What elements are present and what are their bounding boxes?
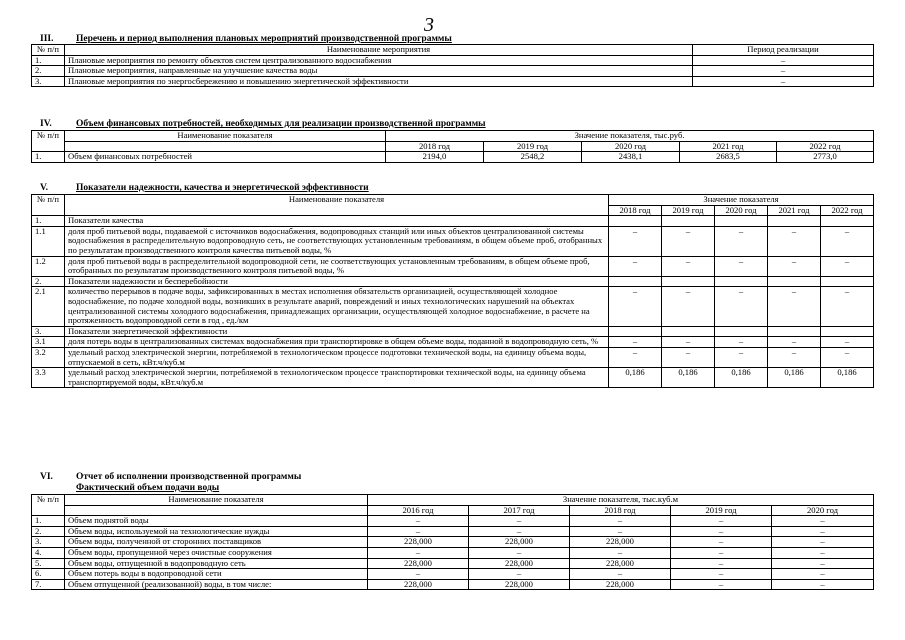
empty-cell bbox=[768, 326, 821, 337]
row-value: – bbox=[609, 226, 662, 256]
table-header-row bbox=[32, 495, 874, 506]
row-value: – bbox=[662, 287, 715, 326]
table-header-row bbox=[32, 195, 874, 206]
section-6-heading bbox=[40, 472, 301, 482]
table-row bbox=[32, 256, 874, 276]
header-year: 2018 год bbox=[386, 141, 484, 152]
row-no: 1. bbox=[32, 516, 65, 527]
header-year: 2017 год bbox=[469, 505, 570, 516]
row-name: Плановые мероприятия по ремонту объектов систем централизованного водоснабжения bbox=[65, 55, 693, 66]
header-no: № п/п bbox=[32, 195, 65, 216]
row-value: – bbox=[715, 347, 768, 367]
row-value: – bbox=[768, 337, 821, 348]
section-5-number: V. bbox=[40, 183, 49, 193]
header-year: 2019 год bbox=[484, 141, 582, 152]
section-3-heading bbox=[40, 34, 452, 44]
row-value: 2548,2 bbox=[484, 152, 582, 163]
row-value: 2773,0 bbox=[777, 152, 874, 163]
row-no: 3. bbox=[32, 76, 65, 87]
water-supply-report-table bbox=[31, 494, 874, 590]
empty-cell bbox=[821, 276, 874, 287]
section-4-number: IV. bbox=[40, 119, 52, 129]
header-blank bbox=[65, 141, 386, 152]
table-row bbox=[32, 516, 874, 527]
header-no: № п/п bbox=[32, 45, 65, 56]
row-value: – bbox=[671, 569, 772, 580]
row-value: 0,186 bbox=[715, 368, 768, 388]
row-value: – bbox=[662, 347, 715, 367]
row-no: 3.1 bbox=[32, 337, 65, 348]
section-3-number: III. bbox=[40, 34, 54, 44]
row-name: удельный расход электрической энергии, потребляемой в технологическом процессе подготовки технической воды, на единицу объема воды, отпускаемой в сеть, кВт.ч/куб.м bbox=[65, 347, 609, 367]
header-year: 2018 год bbox=[570, 505, 671, 516]
section-6-title: Отчет об исполнении производственной программы bbox=[76, 472, 302, 482]
header-year: 2021 год bbox=[768, 205, 821, 216]
header-value: Значение показателя bbox=[609, 195, 874, 206]
financial-needs-table bbox=[31, 130, 874, 163]
row-value: – bbox=[570, 569, 671, 580]
table-row bbox=[32, 287, 874, 326]
row-name: удельный расход электрической энергии, потребляемой в технологическом процессе транспортировки технической воды, на единицу объема транспортируемой воды, кВт.ч/куб.м bbox=[65, 368, 609, 388]
row-name: Объем воды, отпущенной в водопроводную сеть bbox=[65, 558, 368, 569]
row-value: – bbox=[715, 337, 768, 348]
row-value: – bbox=[768, 256, 821, 276]
row-name: Объем воды, полученной от сторонних поставщиков bbox=[65, 537, 368, 548]
row-value: – bbox=[821, 347, 874, 367]
row-value: 2683,5 bbox=[680, 152, 777, 163]
row-value: – bbox=[570, 526, 671, 537]
header-no: № п/п bbox=[32, 495, 65, 516]
section-6-subtitle bbox=[76, 483, 219, 493]
header-year: 2018 год bbox=[609, 205, 662, 216]
row-value: – bbox=[570, 516, 671, 527]
row-value: – bbox=[609, 337, 662, 348]
table-row bbox=[32, 547, 874, 558]
section-5-heading bbox=[40, 183, 369, 193]
header-year: 2016 год bbox=[368, 505, 469, 516]
table-header-row bbox=[32, 141, 874, 152]
empty-cell bbox=[662, 216, 715, 227]
water-supply-rows bbox=[32, 516, 874, 590]
header-period: Период реализации bbox=[693, 45, 874, 56]
row-name: доля проб питьевой воды в распределительной водопроводной сети, не соответствующих установленным требованиям, в общем объеме проб, отобранных по результатам производственного контроля питьевой воды, % bbox=[65, 256, 609, 276]
header-name: Наименование мероприятия bbox=[65, 45, 693, 56]
table-header-row bbox=[32, 505, 874, 516]
empty-cell bbox=[768, 276, 821, 287]
row-no: 2. bbox=[32, 276, 65, 287]
empty-cell bbox=[768, 216, 821, 227]
header-no: № п/п bbox=[32, 131, 65, 152]
row-value: 0,186 bbox=[821, 368, 874, 388]
row-value: – bbox=[772, 547, 874, 558]
row-no: 5. bbox=[32, 558, 65, 569]
row-name: Плановые мероприятия, направленные на улучшение качества воды bbox=[65, 66, 693, 77]
empty-cell bbox=[609, 276, 662, 287]
row-value: – bbox=[772, 579, 874, 590]
row-value: 228,000 bbox=[570, 579, 671, 590]
row-value: – bbox=[469, 547, 570, 558]
row-value: – bbox=[821, 287, 874, 326]
row-value: – bbox=[821, 226, 874, 256]
row-name: Объем воды, пропущенной через очистные сооружения bbox=[65, 547, 368, 558]
row-value: – bbox=[772, 537, 874, 548]
page-number: 3 bbox=[424, 14, 434, 36]
row-no: 2. bbox=[32, 66, 65, 77]
row-value: – bbox=[609, 256, 662, 276]
section-6-subtitle-text: Фактический объем подачи воды bbox=[76, 483, 220, 493]
row-value: 0,186 bbox=[609, 368, 662, 388]
empty-cell bbox=[715, 326, 768, 337]
row-value: – bbox=[368, 526, 469, 537]
row-value: – bbox=[609, 347, 662, 367]
header-year: 2020 год bbox=[772, 505, 874, 516]
row-value: 0,186 bbox=[768, 368, 821, 388]
reliability-quality-table bbox=[31, 194, 874, 388]
row-value: – bbox=[368, 569, 469, 580]
group-name: Показатели энергетической эффективности bbox=[65, 326, 609, 337]
header-year: 2019 год bbox=[671, 505, 772, 516]
empty-cell bbox=[662, 276, 715, 287]
row-value: 228,000 bbox=[368, 558, 469, 569]
row-value: 228,000 bbox=[570, 558, 671, 569]
table-row bbox=[32, 226, 874, 256]
row-value: – bbox=[671, 558, 772, 569]
header-year: 2020 год bbox=[715, 205, 768, 216]
row-value: – bbox=[609, 287, 662, 326]
header-year: 2019 год bbox=[662, 205, 715, 216]
table-header-row bbox=[32, 131, 874, 142]
row-value: – bbox=[772, 558, 874, 569]
table-row bbox=[32, 537, 874, 548]
row-value: – bbox=[772, 516, 874, 527]
row-value: – bbox=[469, 516, 570, 527]
table-row bbox=[32, 347, 874, 367]
header-blank bbox=[65, 505, 368, 516]
header-year: 2021 год bbox=[680, 141, 777, 152]
row-no: 2. bbox=[32, 526, 65, 537]
row-no: 3. bbox=[32, 537, 65, 548]
row-no: 3.2 bbox=[32, 347, 65, 367]
row-value: 0,186 bbox=[662, 368, 715, 388]
row-value: – bbox=[768, 347, 821, 367]
row-value: – bbox=[715, 256, 768, 276]
table-row bbox=[32, 526, 874, 537]
row-name: Объем воды, используемой на технологические нужды bbox=[65, 526, 368, 537]
row-name: доля потерь воды в централизованных системах водоснабжения при транспортировке в общем объеме воды, поданной в водопроводную сеть, % bbox=[65, 337, 609, 348]
table-row bbox=[32, 66, 874, 77]
row-value: – bbox=[715, 226, 768, 256]
row-value: – bbox=[768, 226, 821, 256]
group-row bbox=[32, 326, 874, 337]
row-name: Объем отпущенной (реализованной) воды, в том числе: bbox=[65, 579, 368, 590]
empty-cell bbox=[662, 326, 715, 337]
row-value: 2194,0 bbox=[386, 152, 484, 163]
row-value: 228,000 bbox=[469, 537, 570, 548]
header-name: Наименование показателя bbox=[65, 195, 609, 216]
table-row bbox=[32, 558, 874, 569]
row-period: – bbox=[693, 66, 874, 77]
row-value: – bbox=[772, 526, 874, 537]
row-no: 4. bbox=[32, 547, 65, 558]
row-no: 7. bbox=[32, 579, 65, 590]
empty-cell bbox=[715, 276, 768, 287]
row-value: – bbox=[715, 287, 768, 326]
table-row bbox=[32, 337, 874, 348]
row-no: 6. bbox=[32, 569, 65, 580]
planned-activities-table bbox=[31, 44, 874, 87]
group-row bbox=[32, 216, 874, 227]
empty-cell bbox=[609, 216, 662, 227]
group-name: Показатели надежности и бесперебойности bbox=[65, 276, 609, 287]
row-no: 1.2 bbox=[32, 256, 65, 276]
header-year: 2022 год bbox=[821, 205, 874, 216]
section-4-heading bbox=[40, 119, 486, 129]
section-4-title: Объем финансовых потребностей, необходимых для реализации производственной программы bbox=[76, 119, 486, 129]
row-no: 1. bbox=[32, 216, 65, 227]
row-value: – bbox=[671, 526, 772, 537]
row-no: 3.3 bbox=[32, 368, 65, 388]
table-row bbox=[32, 569, 874, 580]
row-period: – bbox=[693, 76, 874, 87]
empty-cell bbox=[821, 326, 874, 337]
row-period: – bbox=[693, 55, 874, 66]
empty-cell bbox=[609, 326, 662, 337]
row-name: Объем поднятой воды bbox=[65, 516, 368, 527]
section-5-title: Показатели надежности, качества и энергетической эффективности bbox=[76, 183, 369, 193]
row-value: – bbox=[662, 256, 715, 276]
row-value: – bbox=[671, 516, 772, 527]
row-no: 1.1 bbox=[32, 226, 65, 256]
row-name: количество перерывов в подаче воды, зафиксированных в местах исполнения обязательств организацией, осуществляющей холодное водоснабжение, по подаче холодной воды, возникших в результате аварий, повреждений и иных технологических нарушений на объектах централизованной системы холодного водоснабжения, принадлежащих организации, осуществляющей холодное водоснабжение, в расчете на протяженность водопроводной сети в год , ед./км bbox=[65, 287, 609, 326]
table-header-row bbox=[32, 45, 874, 56]
row-value: 228,000 bbox=[368, 579, 469, 590]
row-name: Объем потерь воды в водопроводной сети bbox=[65, 569, 368, 580]
group-name: Показатели качества bbox=[65, 216, 609, 227]
row-value: – bbox=[469, 569, 570, 580]
header-value: Значение показателя, тыс.руб. bbox=[386, 131, 874, 142]
group-row bbox=[32, 276, 874, 287]
table-row bbox=[32, 76, 874, 87]
row-value: – bbox=[772, 569, 874, 580]
table-row bbox=[32, 579, 874, 590]
row-no: 1. bbox=[32, 55, 65, 66]
header-year: 2020 год bbox=[582, 141, 680, 152]
row-value: – bbox=[671, 579, 772, 590]
row-value: – bbox=[662, 226, 715, 256]
row-no: 1. bbox=[32, 152, 65, 163]
row-value: – bbox=[368, 547, 469, 558]
empty-cell bbox=[821, 216, 874, 227]
row-value: 228,000 bbox=[368, 537, 469, 548]
row-name: Объем финансовых потребностей bbox=[65, 152, 386, 163]
row-value: – bbox=[662, 337, 715, 348]
row-value: – bbox=[768, 287, 821, 326]
row-value: 228,000 bbox=[469, 579, 570, 590]
row-value: – bbox=[671, 547, 772, 558]
row-value: – bbox=[368, 516, 469, 527]
row-value: – bbox=[821, 337, 874, 348]
row-no: 3. bbox=[32, 326, 65, 337]
row-value: 228,000 bbox=[570, 537, 671, 548]
header-year: 2022 год bbox=[777, 141, 874, 152]
header-name: Наименование показателя bbox=[65, 131, 386, 142]
row-value: – bbox=[469, 526, 570, 537]
row-value: 228,000 bbox=[469, 558, 570, 569]
table-row bbox=[32, 368, 874, 388]
row-name: Плановые мероприятия по энергосбережению и повышению энергетической эффективности bbox=[65, 76, 693, 87]
row-no: 2.1 bbox=[32, 287, 65, 326]
section-3-title: Перечень и период выполнения плановых мероприятий производственной программы bbox=[76, 34, 452, 44]
row-value: – bbox=[821, 256, 874, 276]
row-name: доля проб питьевой воды, подаваемой с источников водоснабжения, водопроводных станций или иных объектов централизованной системы водоснабжения в распределительную водопроводную сеть, не соответствующих установленным требованиям, в общем объеме проб, отобранных по результатам производственного контроля качества питьевой воды, % bbox=[65, 226, 609, 256]
table-row bbox=[32, 152, 874, 163]
section-6-number: VI. bbox=[40, 472, 53, 482]
row-value: – bbox=[570, 547, 671, 558]
reliability-quality-rows bbox=[32, 216, 874, 388]
row-value: – bbox=[671, 537, 772, 548]
header-name: Наименование показателя bbox=[65, 495, 368, 506]
header-value: Значение показателя, тыс.куб.м bbox=[368, 495, 874, 506]
table-row bbox=[32, 55, 874, 66]
row-value: 2438,1 bbox=[582, 152, 680, 163]
empty-cell bbox=[715, 216, 768, 227]
